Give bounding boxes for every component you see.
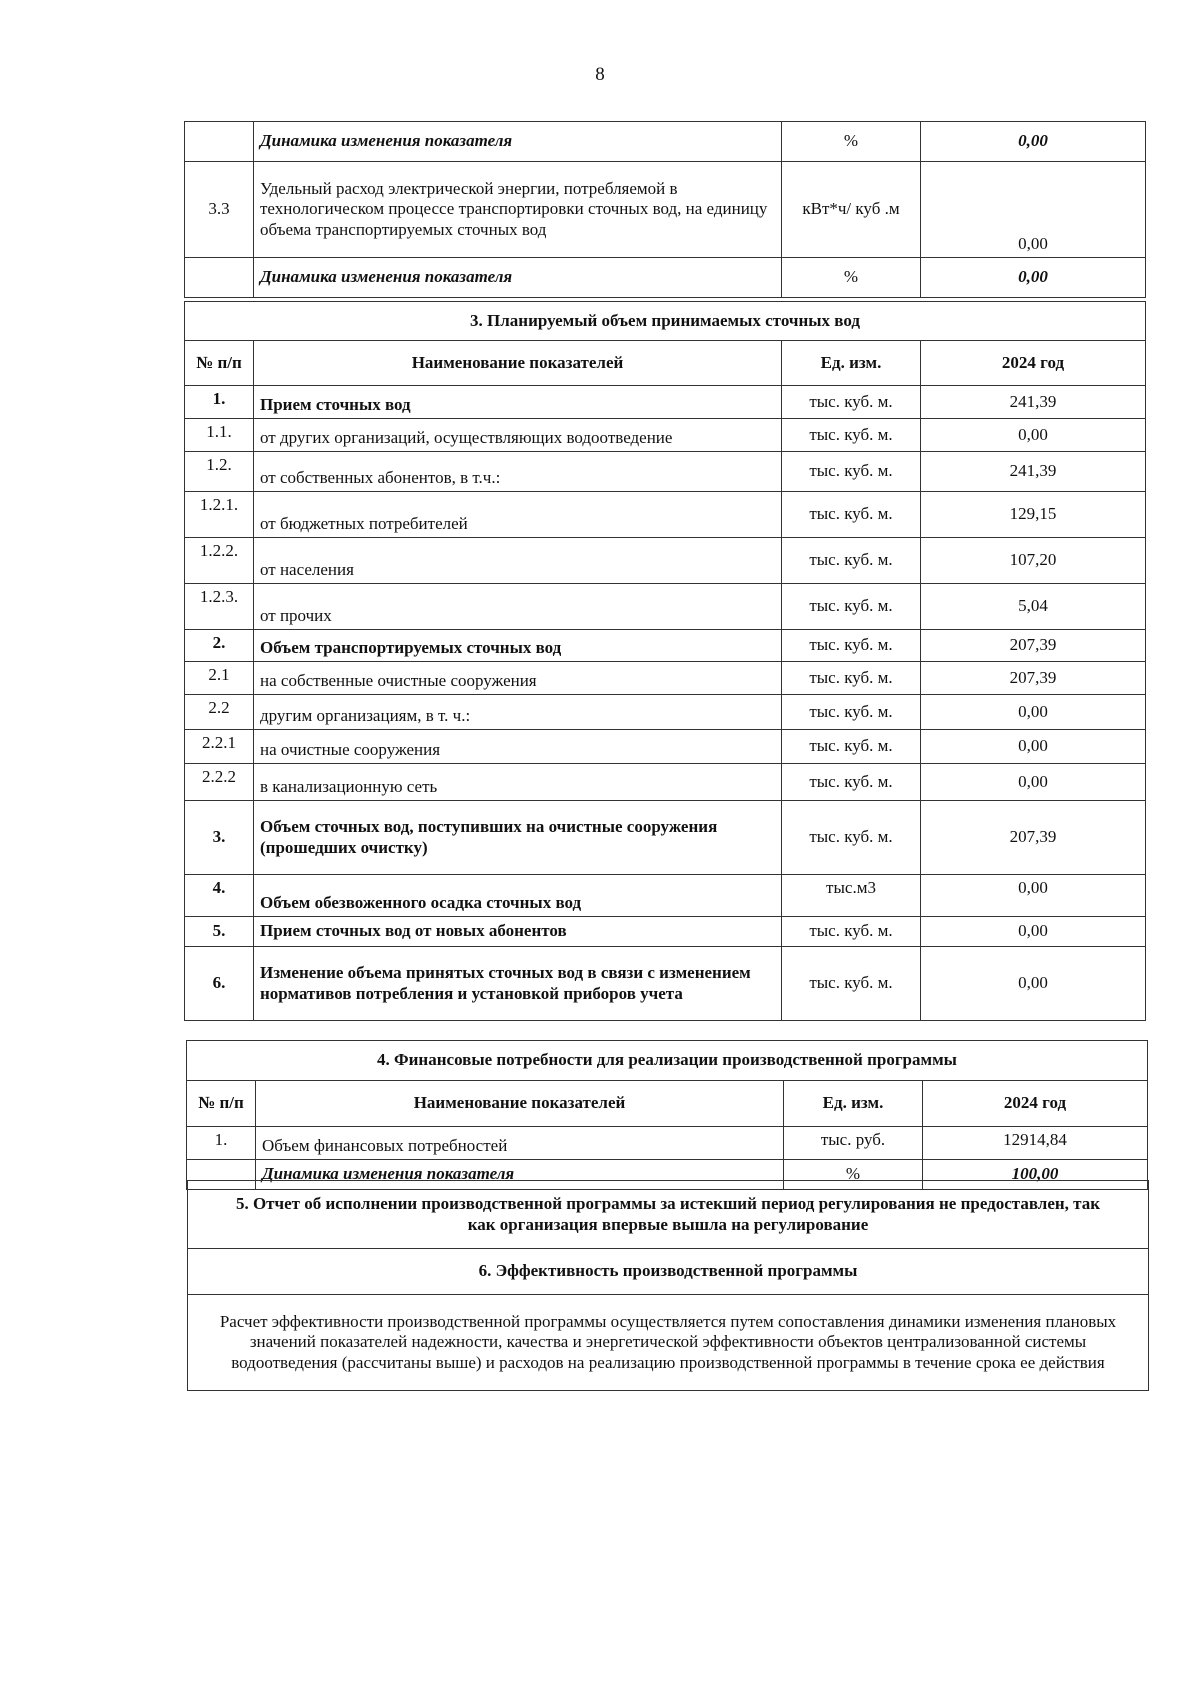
row-number: 5. bbox=[185, 917, 254, 947]
row-name: Прием сточных вод от новых абонентов bbox=[254, 917, 782, 947]
header-num: № п/п bbox=[187, 1081, 256, 1127]
row-number: 6. bbox=[185, 947, 254, 1021]
row-number: 1.2.1. bbox=[185, 492, 254, 538]
row-name: другим организациям, в т. ч.: bbox=[254, 695, 782, 730]
row-unit: тыс. куб. м. bbox=[782, 801, 921, 875]
row-unit: тыс. куб. м. bbox=[782, 662, 921, 695]
row-unit: тыс. куб. м. bbox=[782, 947, 921, 1021]
row-number: 1.2.2. bbox=[185, 538, 254, 584]
table-header-row bbox=[185, 341, 1146, 386]
row-number: 1.2. bbox=[185, 452, 254, 492]
table-row bbox=[185, 452, 1146, 492]
row-unit: тыс. куб. м. bbox=[782, 584, 921, 630]
row-number: 2.1 bbox=[185, 662, 254, 695]
table-row bbox=[185, 419, 1146, 452]
table-row bbox=[185, 695, 1146, 730]
section-title-row bbox=[188, 1181, 1149, 1249]
row-name: Динамика изменения показателя bbox=[256, 1160, 784, 1190]
row-unit: тыс. куб. м. bbox=[782, 386, 921, 419]
row-value: 12914,84 bbox=[923, 1127, 1148, 1160]
row-value: 0,00 bbox=[921, 730, 1146, 764]
header-year: 2024 год bbox=[923, 1081, 1148, 1127]
header-name: Наименование показателей bbox=[254, 341, 782, 386]
row-number: 1. bbox=[187, 1127, 256, 1160]
section-title-row bbox=[185, 302, 1146, 341]
row-value: 241,39 bbox=[921, 386, 1146, 419]
row-name: от собственных абонентов, в т.ч.: bbox=[254, 452, 782, 492]
row-value: 0,00 bbox=[921, 258, 1146, 298]
planned-volume-table bbox=[184, 301, 1146, 1021]
section-title-row bbox=[188, 1249, 1149, 1295]
row-number: 3.3 bbox=[185, 162, 254, 258]
header-unit: Ед. изм. bbox=[784, 1081, 923, 1127]
row-name: Объем финансовых потребностей bbox=[256, 1127, 784, 1160]
row-number bbox=[185, 258, 254, 298]
row-value: 0,00 bbox=[921, 917, 1146, 947]
row-unit: тыс. куб. м. bbox=[782, 538, 921, 584]
row-number: 2.2.1 bbox=[185, 730, 254, 764]
row-value: 100,00 bbox=[923, 1160, 1148, 1190]
table-row bbox=[185, 162, 1146, 258]
row-name: Динамика изменения показателя bbox=[254, 258, 782, 298]
table-row bbox=[185, 730, 1146, 764]
row-value: 0,00 bbox=[921, 947, 1146, 1021]
row-number: 1.1. bbox=[185, 419, 254, 452]
row-unit: тыс. куб. м. bbox=[782, 730, 921, 764]
row-unit: тыс. куб. м. bbox=[782, 630, 921, 662]
row-number: 1.2.3. bbox=[185, 584, 254, 630]
row-unit: тыс. куб. м. bbox=[782, 695, 921, 730]
report-and-efficiency-table bbox=[187, 1180, 1149, 1391]
row-unit: % bbox=[784, 1160, 923, 1190]
section-5-title: 5. Отчет об исполнении производственной программы за истекший период регулирования не предоставлен, так как организация впервые вышла на регулирование bbox=[188, 1181, 1149, 1249]
table-row bbox=[187, 1127, 1148, 1160]
header-name: Наименование показателей bbox=[256, 1081, 784, 1127]
row-number: 2.2.2 bbox=[185, 764, 254, 801]
table-row bbox=[185, 386, 1146, 419]
row-number: 2.2 bbox=[185, 695, 254, 730]
row-number: 4. bbox=[185, 875, 254, 917]
row-unit: тыс.м3 bbox=[782, 875, 921, 917]
row-name: в канализационную сеть bbox=[254, 764, 782, 801]
table-row bbox=[185, 764, 1146, 801]
section-6-title: 6. Эффективность производственной программы bbox=[188, 1249, 1149, 1295]
row-value: 0,00 bbox=[921, 122, 1146, 162]
row-number bbox=[185, 122, 254, 162]
section-3-title: 3. Планируемый объем принимаемых сточных вод bbox=[185, 302, 1146, 341]
table-row bbox=[185, 122, 1146, 162]
row-number: 1. bbox=[185, 386, 254, 419]
row-value: 0,00 bbox=[921, 695, 1146, 730]
row-value: 5,04 bbox=[921, 584, 1146, 630]
section-4-title: 4. Финансовые потребности для реализации производственной программы bbox=[187, 1041, 1148, 1081]
table-row bbox=[185, 917, 1146, 947]
row-name: Объем транспортируемых сточных вод bbox=[254, 630, 782, 662]
row-value: 0,00 bbox=[921, 764, 1146, 801]
row-unit: тыс. руб. bbox=[784, 1127, 923, 1160]
table-row bbox=[185, 801, 1146, 875]
row-unit: тыс. куб. м. bbox=[782, 419, 921, 452]
row-number: 2. bbox=[185, 630, 254, 662]
page-number: 8 bbox=[595, 64, 605, 85]
header-num: № п/п bbox=[185, 341, 254, 386]
header-unit: Ед. изм. bbox=[782, 341, 921, 386]
financial-needs-table bbox=[186, 1040, 1148, 1190]
row-name: Динамика изменения показателя bbox=[254, 122, 782, 162]
table-row bbox=[185, 258, 1146, 298]
row-name: на собственные очистные сооружения bbox=[254, 662, 782, 695]
section-title-row bbox=[187, 1041, 1148, 1081]
table-row bbox=[185, 875, 1146, 917]
row-unit: % bbox=[782, 258, 921, 298]
row-name: от других организаций, осуществляющих водоотведение bbox=[254, 419, 782, 452]
paragraph-row bbox=[188, 1295, 1149, 1391]
row-value: 0,00 bbox=[921, 162, 1146, 258]
row-unit: тыс. куб. м. bbox=[782, 452, 921, 492]
row-value: 207,39 bbox=[921, 662, 1146, 695]
row-value: 207,39 bbox=[921, 801, 1146, 875]
top-indicator-table bbox=[184, 121, 1146, 298]
row-value: 107,20 bbox=[921, 538, 1146, 584]
table-row bbox=[185, 630, 1146, 662]
table-row bbox=[185, 538, 1146, 584]
row-unit: тыс. куб. м. bbox=[782, 764, 921, 801]
table-row bbox=[185, 492, 1146, 538]
row-name: Объем обезвоженного осадка сточных вод bbox=[254, 875, 782, 917]
table-header-row bbox=[187, 1081, 1148, 1127]
row-value: 129,15 bbox=[921, 492, 1146, 538]
row-unit: % bbox=[782, 122, 921, 162]
row-unit: кВт*ч/ куб .м bbox=[782, 162, 921, 258]
row-name: Удельный расход электрической энергии, потребляемой в технологическом процессе транспортировки сточных вод, на единицу объема транспортируемых сточных вод bbox=[254, 162, 782, 258]
row-name: Прием сточных вод bbox=[254, 386, 782, 419]
row-value: 207,39 bbox=[921, 630, 1146, 662]
row-unit: тыс. куб. м. bbox=[782, 917, 921, 947]
row-name: Изменение объема принятых сточных вод в связи с изменением нормативов потребления и установкой приборов учета bbox=[254, 947, 782, 1021]
row-number: 3. bbox=[185, 801, 254, 875]
row-value: 0,00 bbox=[921, 875, 1146, 917]
row-name: от прочих bbox=[254, 584, 782, 630]
row-name: Объем сточных вод, поступивших на очистные сооружения (прошедших очистку) bbox=[254, 801, 782, 875]
row-name: на очистные сооружения bbox=[254, 730, 782, 764]
efficiency-description: Расчет эффективности производственной программы осуществляется путем сопоставления динамики изменения плановых значений показателей надежности, качества и энергетической эффективности объектов централизованной системы водоотведения (рассчитаны выше) и расходов на реализацию производственной программы в течение срока ее действия bbox=[188, 1295, 1149, 1391]
row-name: от населения bbox=[254, 538, 782, 584]
header-year: 2024 год bbox=[921, 341, 1146, 386]
table-row bbox=[185, 947, 1146, 1021]
table-row bbox=[185, 584, 1146, 630]
row-name: от бюджетных потребителей bbox=[254, 492, 782, 538]
table-row bbox=[185, 662, 1146, 695]
row-value: 0,00 bbox=[921, 419, 1146, 452]
row-value: 241,39 bbox=[921, 452, 1146, 492]
row-unit: тыс. куб. м. bbox=[782, 492, 921, 538]
